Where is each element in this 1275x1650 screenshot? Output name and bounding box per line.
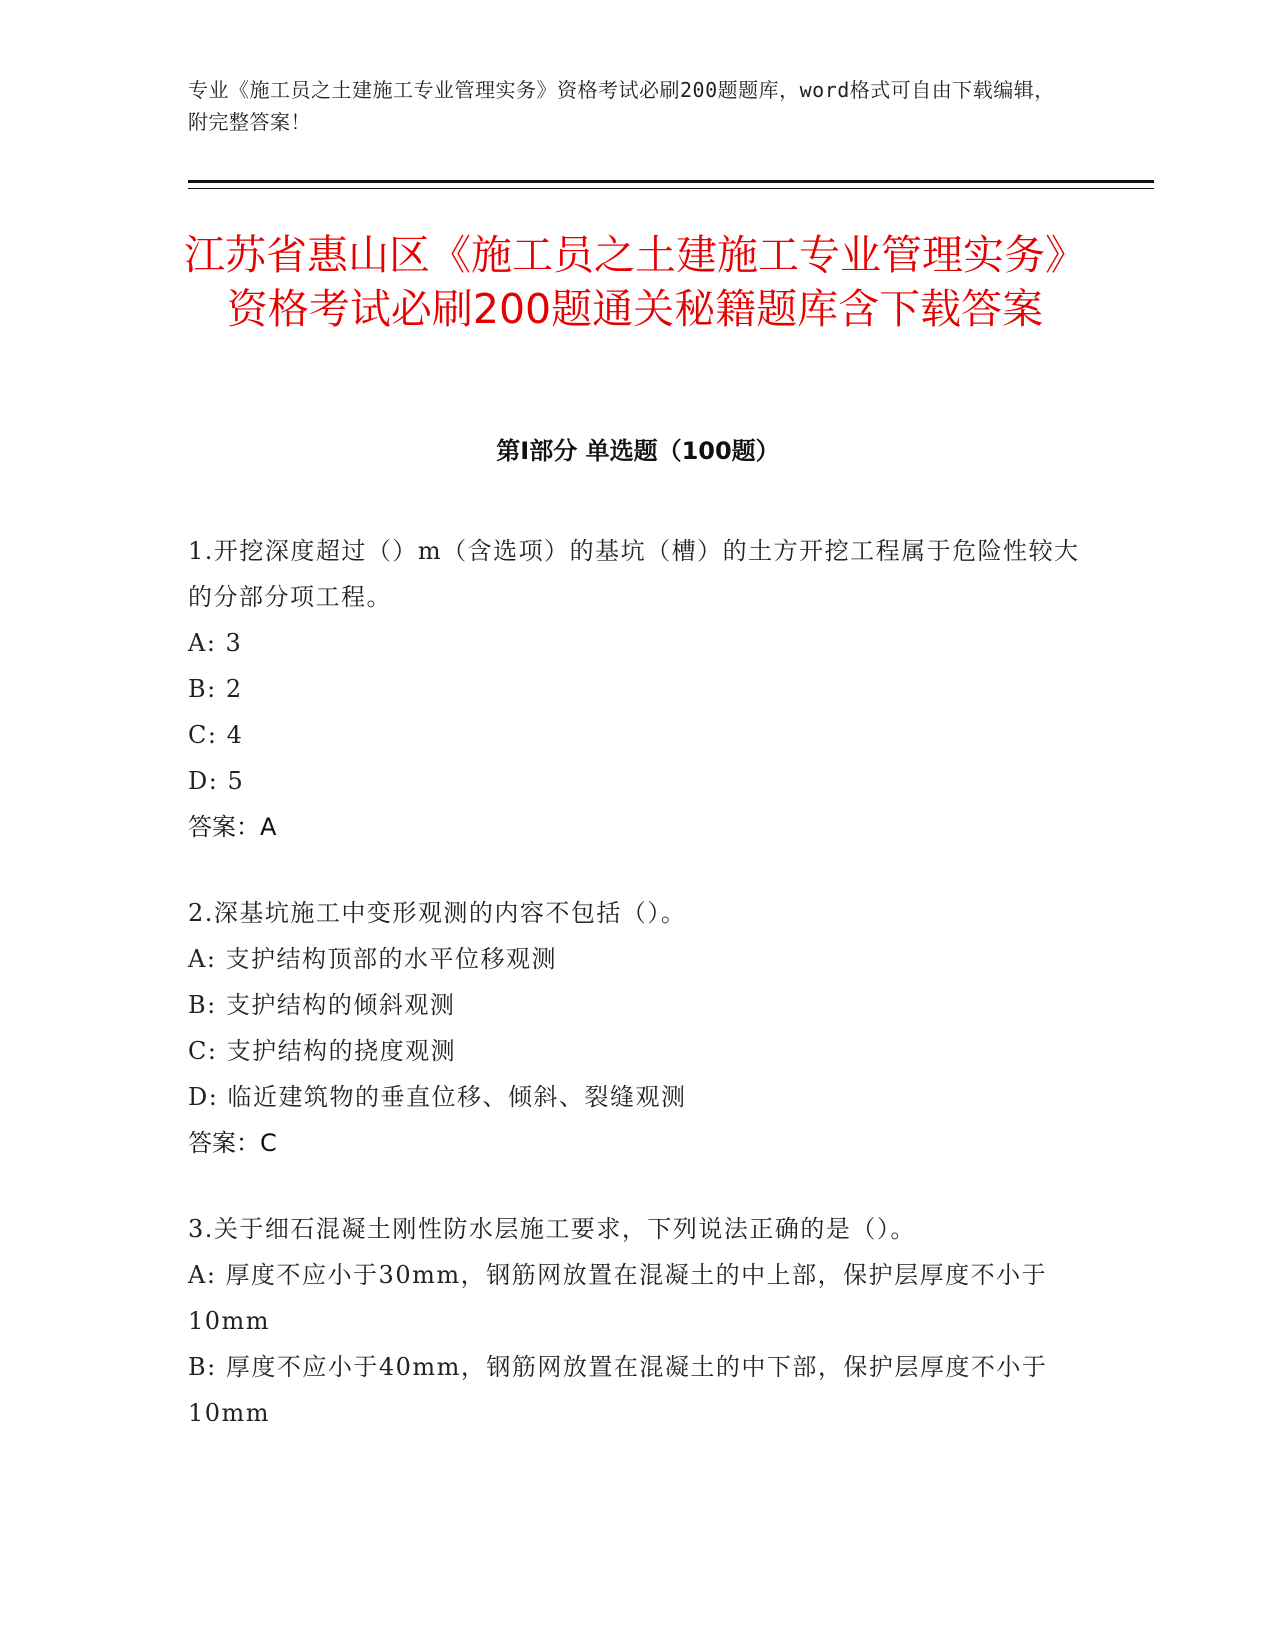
option-a: A: 3 bbox=[188, 629, 243, 657]
header-note: 专业《施工员之土建施工专业管理实务》资格考试必刷200题题库，word格式可自由下载编辑，附完整答案！ bbox=[188, 78, 1055, 134]
option-b: B: 厚度不应小于40mm，钢筋网放置在混凝土的中下部，保护层厚度不小于10mm bbox=[188, 1353, 1048, 1427]
document-title: 江苏省惠山区《施工员之土建施工专业管理实务》资格考试必刷200题通关秘籍题库含下载答案 bbox=[184, 231, 1086, 333]
answer-text: 答案：A bbox=[188, 813, 277, 841]
option-b: B: 支护结构的倾斜观测 bbox=[188, 991, 456, 1019]
question-list bbox=[188, 528, 1088, 1476]
option-b: B: 2 bbox=[188, 675, 243, 703]
option-a: A: 支护结构顶部的水平位移观测 bbox=[188, 945, 558, 973]
option-d: D: 5 bbox=[188, 767, 245, 795]
section-title: 第I部分 单选题（100题） bbox=[496, 437, 780, 465]
question-3 bbox=[188, 1206, 1088, 1436]
question-2 bbox=[188, 890, 1088, 1166]
question-1 bbox=[188, 528, 1088, 850]
answer-text: 答案：C bbox=[188, 1129, 277, 1157]
option-c: C: 4 bbox=[188, 721, 244, 749]
option-a: A: 厚度不应小于30mm，钢筋网放置在混凝土的中上部，保护层厚度不小于10mm bbox=[188, 1261, 1048, 1335]
question-text: 1.开挖深度超过（）m（含选项）的基坑（槽）的土方开挖工程属于危险性较大的分部分项工程。 bbox=[188, 537, 1080, 611]
header-divider-thick bbox=[188, 180, 1154, 183]
header-divider-thin bbox=[188, 188, 1154, 189]
question-text: 2.深基坑施工中变形观测的内容不包括（）。 bbox=[188, 899, 687, 927]
option-c: C: 支护结构的挠度观测 bbox=[188, 1037, 457, 1065]
option-d: D: 临近建筑物的垂直位移、倾斜、裂缝观测 bbox=[188, 1083, 687, 1111]
question-text: 3.关于细石混凝土刚性防水层施工要求，下列说法正确的是（）。 bbox=[188, 1215, 916, 1243]
